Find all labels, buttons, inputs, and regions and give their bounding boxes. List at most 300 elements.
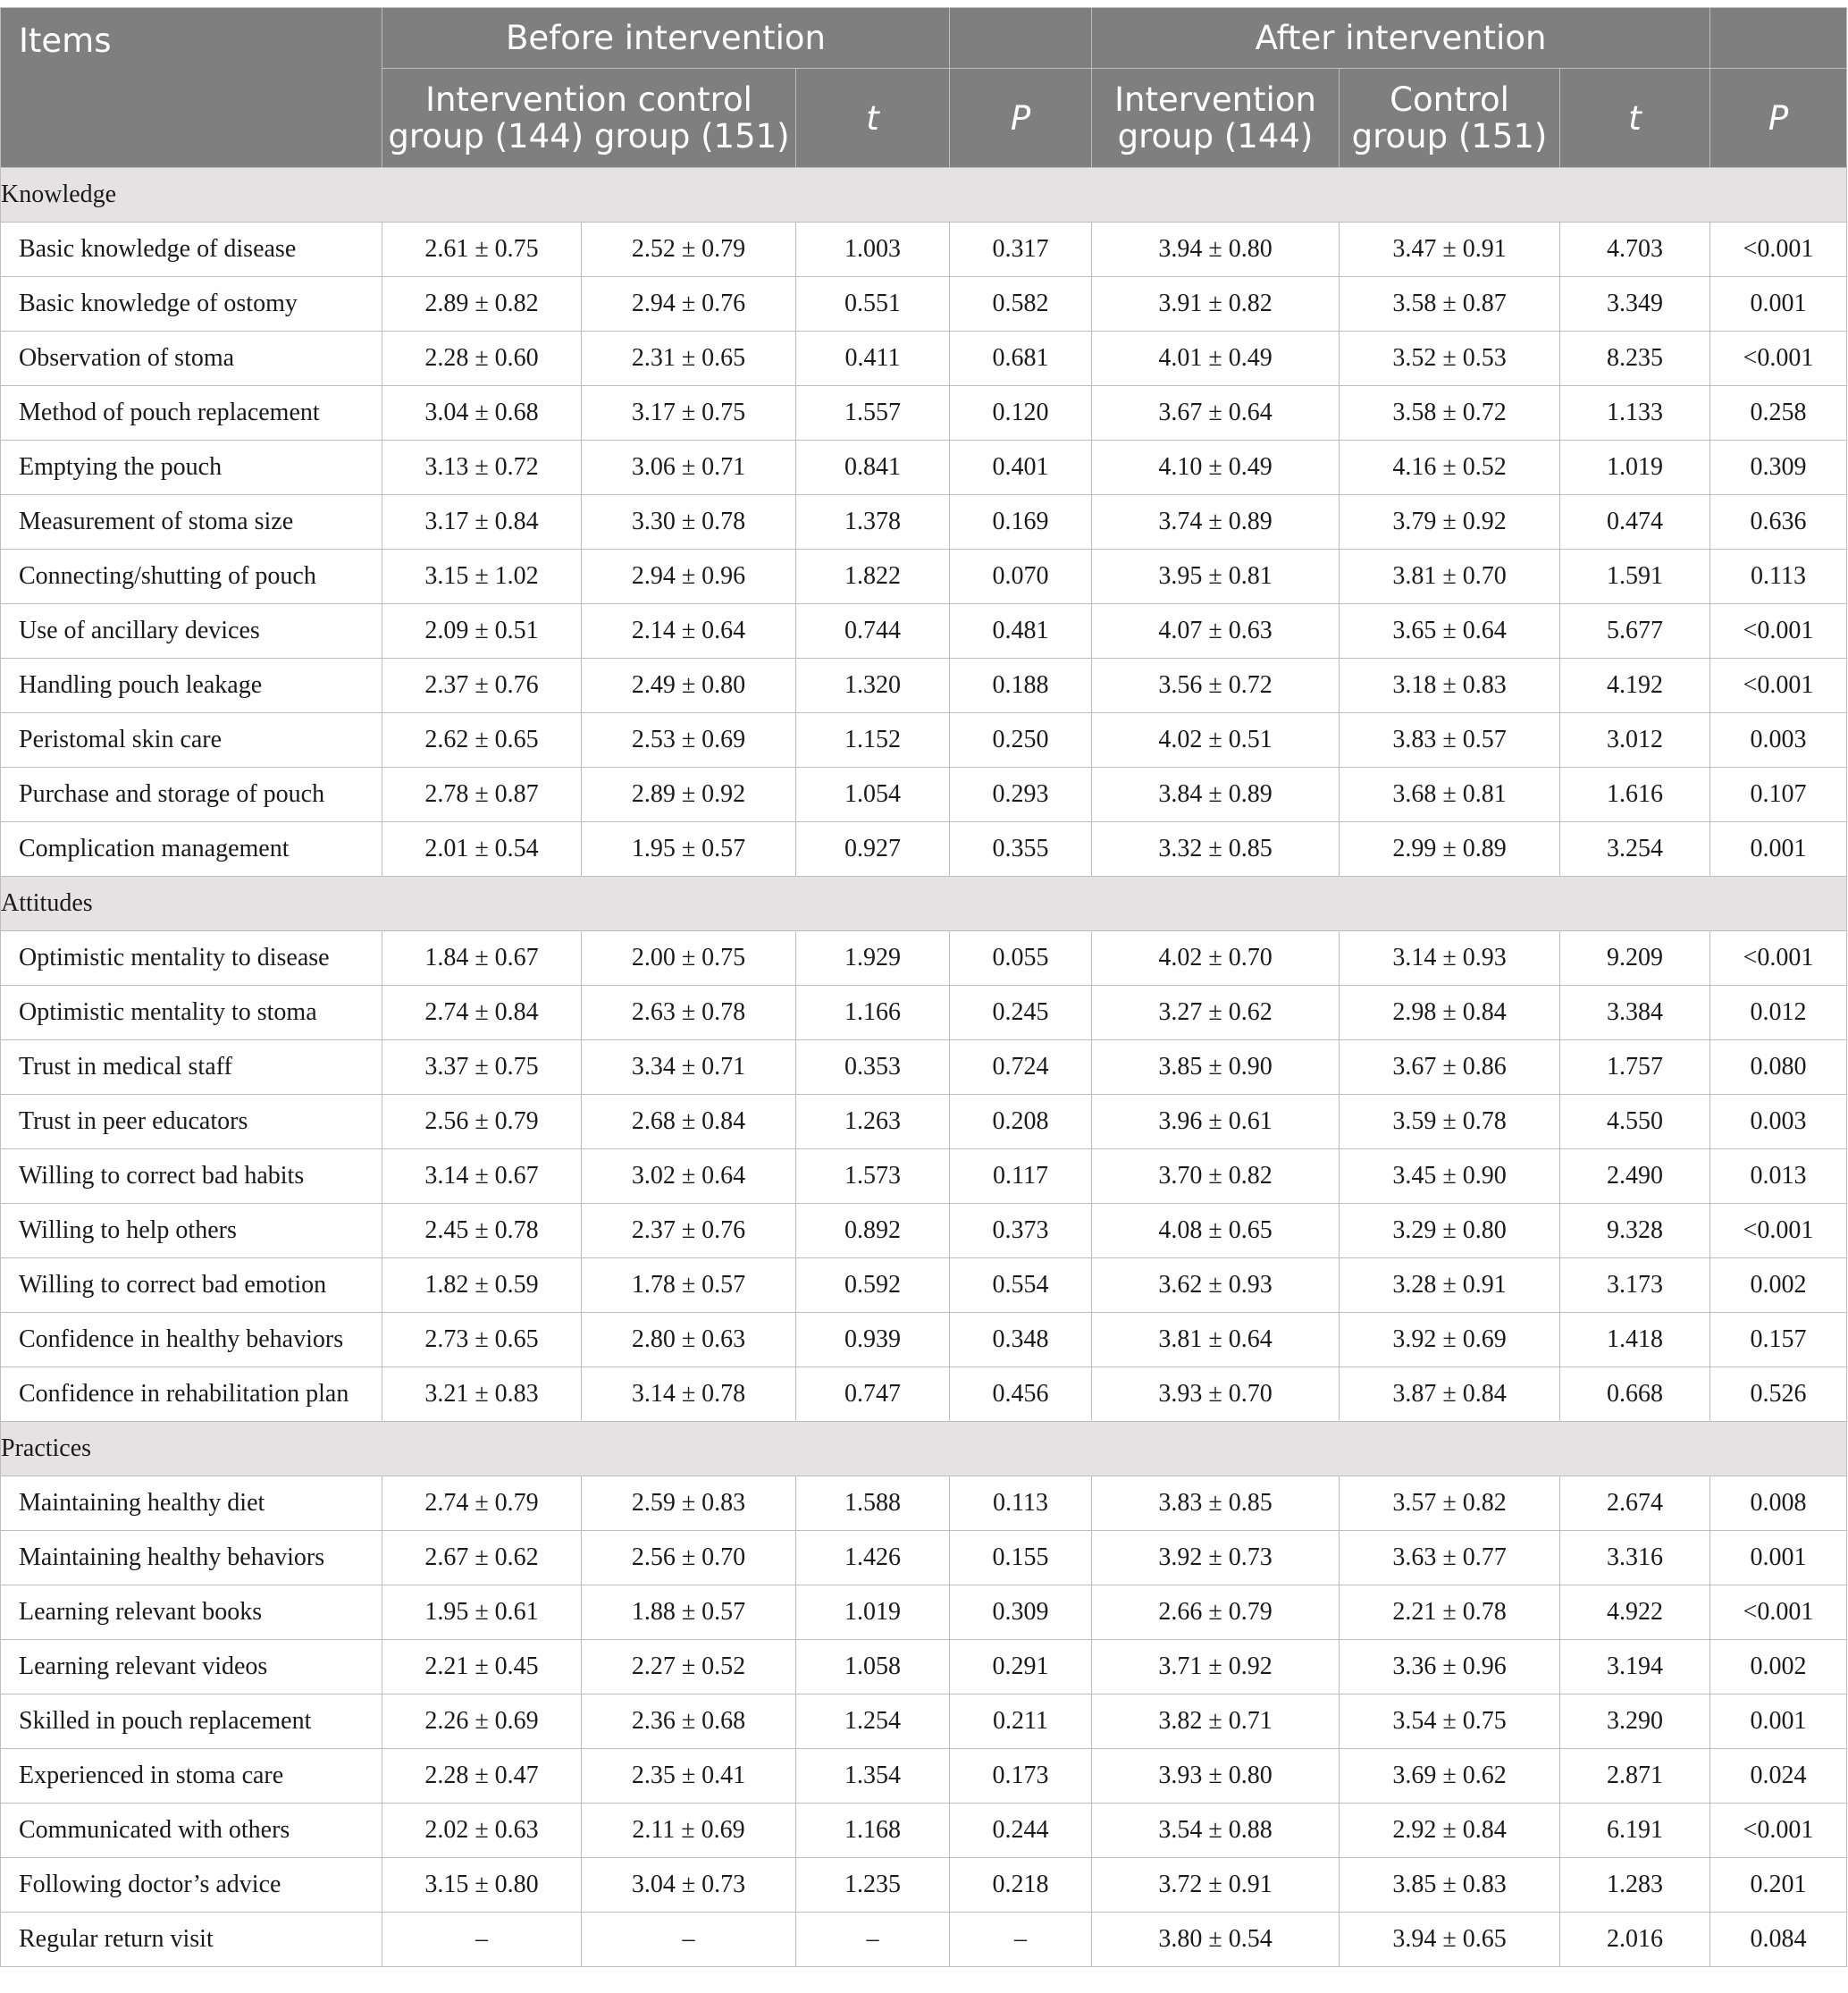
before-p: 0.355 [950,822,1092,877]
after-t: 2.674 [1560,1476,1710,1531]
after-intervention-group: 3.74 ± 0.89 [1092,495,1340,550]
before-control-group: 3.02 ± 0.64 [582,1149,796,1204]
item-label: Measurement of stoma size [1,495,382,550]
after-p: 0.008 [1710,1476,1847,1531]
table-body [1,168,1847,1967]
after-control-group: 3.83 ± 0.57 [1340,713,1560,768]
table-row [1,986,1847,1040]
before-t: 0.892 [796,1204,950,1258]
after-p: 0.003 [1710,713,1847,768]
before-t: 1.254 [796,1694,950,1749]
table-row [1,332,1847,386]
after-control-group: 3.57 ± 0.82 [1340,1476,1560,1531]
after-control-group: 2.99 ± 0.89 [1340,822,1560,877]
after-control-group: 3.14 ± 0.93 [1340,931,1560,986]
after-p: <0.001 [1710,1204,1847,1258]
after-p: 0.157 [1710,1313,1847,1367]
before-t: 0.841 [796,441,950,495]
before-p: 0.250 [950,713,1092,768]
before-p: 0.244 [950,1804,1092,1858]
table-row [1,822,1847,877]
after-p: 0.002 [1710,1258,1847,1313]
table-row [1,1858,1847,1913]
before-intervention-group: – [382,1913,582,1967]
before-control-group: 3.17 ± 0.75 [582,386,796,441]
before-control-group: – [582,1913,796,1967]
after-intervention-group-header: Intervention group (144) [1092,69,1340,168]
before-control-group: 1.88 ± 0.57 [582,1585,796,1640]
before-p: 0.117 [950,1149,1092,1204]
after-intervention-group: 3.95 ± 0.81 [1092,550,1340,604]
after-t: 6.191 [1560,1804,1710,1858]
before-t: 0.939 [796,1313,950,1367]
before-p: 0.582 [950,277,1092,332]
before-t: 0.411 [796,332,950,386]
before-t: – [796,1913,950,1967]
after-intervention-group: 3.84 ± 0.89 [1092,768,1340,822]
table-row [1,1040,1847,1095]
item-label: Confidence in rehabilitation plan [1,1367,382,1422]
item-label: Connecting/shutting of pouch [1,550,382,604]
after-t: 1.757 [1560,1040,1710,1095]
before-control-group: 3.30 ± 0.78 [582,495,796,550]
before-intervention-group: 2.45 ± 0.78 [382,1204,582,1258]
after-intervention-group: 2.66 ± 0.79 [1092,1585,1340,1640]
before-control-group: 3.34 ± 0.71 [582,1040,796,1095]
before-t: 1.320 [796,659,950,713]
before-control-group: 2.80 ± 0.63 [582,1313,796,1367]
table-row [1,1749,1847,1804]
after-t: 1.591 [1560,550,1710,604]
before-intervention-group: 1.95 ± 0.61 [382,1585,582,1640]
after-t: 4.703 [1560,223,1710,277]
before-intervention-group: 2.26 ± 0.69 [382,1694,582,1749]
table-row [1,1313,1847,1367]
before-t: 1.003 [796,223,950,277]
table-row [1,386,1847,441]
after-p: <0.001 [1710,223,1847,277]
before-t: 1.235 [796,1858,950,1913]
after-control-group: 4.16 ± 0.52 [1340,441,1560,495]
after-intervention-group: 3.93 ± 0.70 [1092,1367,1340,1422]
after-t: 0.668 [1560,1367,1710,1422]
after-intervention-group: 3.94 ± 0.80 [1092,223,1340,277]
after-intervention-group: 3.32 ± 0.85 [1092,822,1340,877]
after-p: 0.636 [1710,495,1847,550]
after-control-group: 3.65 ± 0.64 [1340,604,1560,659]
before-control-group: 2.31 ± 0.65 [582,332,796,386]
before-control-group: 2.89 ± 0.92 [582,768,796,822]
before-intervention-group: 1.84 ± 0.67 [382,931,582,986]
before-groups-header: Intervention control group (144) group (151) [382,69,796,168]
table-row [1,1913,1847,1967]
before-t: 0.551 [796,277,950,332]
header-row-1 [1,8,1847,69]
before-control-group: 2.52 ± 0.79 [582,223,796,277]
before-t: 0.592 [796,1258,950,1313]
after-control-group: 3.36 ± 0.96 [1340,1640,1560,1694]
item-label: Communicated with others [1,1804,382,1858]
table-row [1,277,1847,332]
before-p: 0.245 [950,986,1092,1040]
item-label: Use of ancillary devices [1,604,382,659]
before-intervention-group: 2.78 ± 0.87 [382,768,582,822]
after-intervention-group: 3.85 ± 0.90 [1092,1040,1340,1095]
after-intervention-group: 3.93 ± 0.80 [1092,1749,1340,1804]
before-intervention-group: 2.74 ± 0.84 [382,986,582,1040]
before-p: 0.055 [950,931,1092,986]
item-label: Willing to correct bad habits [1,1149,382,1204]
before-intervention-group: 2.28 ± 0.47 [382,1749,582,1804]
after-intervention-group: 3.70 ± 0.82 [1092,1149,1340,1204]
table-row [1,1149,1847,1204]
after-intervention-group: 3.81 ± 0.64 [1092,1313,1340,1367]
before-p: 0.554 [950,1258,1092,1313]
after-control-group: 3.58 ± 0.72 [1340,386,1560,441]
after-control-group: 3.47 ± 0.91 [1340,223,1560,277]
before-t: 1.426 [796,1531,950,1585]
after-intervention-group: 3.56 ± 0.72 [1092,659,1340,713]
after-p: 0.002 [1710,1640,1847,1694]
before-t: 1.019 [796,1585,950,1640]
after-t: 1.616 [1560,768,1710,822]
before-p: 0.218 [950,1858,1092,1913]
before-intervention-group: 1.82 ± 0.59 [382,1258,582,1313]
after-p: 0.113 [1710,550,1847,604]
item-label: Optimistic mentality to stoma [1,986,382,1040]
after-control-group: 2.92 ± 0.84 [1340,1804,1560,1858]
before-control-group: 2.49 ± 0.80 [582,659,796,713]
section-title: Practices [1,1422,1847,1476]
after-control-group: 3.79 ± 0.92 [1340,495,1560,550]
before-intervention-group: 2.74 ± 0.79 [382,1476,582,1531]
table-row [1,1531,1847,1585]
before-intervention-group: 3.13 ± 0.72 [382,441,582,495]
item-label: Experienced in stoma care [1,1749,382,1804]
table-row [1,604,1847,659]
before-intervention-group: 2.21 ± 0.45 [382,1640,582,1694]
item-label: Observation of stoma [1,332,382,386]
after-p: 0.201 [1710,1858,1847,1913]
item-label: Basic knowledge of ostomy [1,277,382,332]
item-label: Emptying the pouch [1,441,382,495]
after-control-group-header: Control group (151) [1340,69,1560,168]
before-t: 1.166 [796,986,950,1040]
header-spacer [950,8,1092,69]
after-p: 0.084 [1710,1913,1847,1967]
table-row [1,1804,1847,1858]
before-intervention-group: 3.15 ± 1.02 [382,550,582,604]
item-label: Learning relevant books [1,1585,382,1640]
before-intervention-group: 2.02 ± 0.63 [382,1804,582,1858]
after-intervention-group: 3.67 ± 0.64 [1092,386,1340,441]
after-control-group: 3.67 ± 0.86 [1340,1040,1560,1095]
table-row [1,1258,1847,1313]
before-intervention-group: 2.09 ± 0.51 [382,604,582,659]
item-label: Maintaining healthy behaviors [1,1531,382,1585]
item-label: Handling pouch leakage [1,659,382,713]
before-control-group: 2.11 ± 0.69 [582,1804,796,1858]
after-intervention-group: 3.96 ± 0.61 [1092,1095,1340,1149]
after-p: 0.013 [1710,1149,1847,1204]
before-p-header: P [950,69,1092,168]
section-row [1,877,1847,931]
before-t: 1.557 [796,386,950,441]
before-intervention-group: 2.62 ± 0.65 [382,713,582,768]
table-row [1,768,1847,822]
after-intervention-group: 3.82 ± 0.71 [1092,1694,1340,1749]
before-t: 0.744 [796,604,950,659]
after-t: 3.384 [1560,986,1710,1040]
before-t: 1.152 [796,713,950,768]
before-intervention-group: 3.21 ± 0.83 [382,1367,582,1422]
before-control-group: 1.78 ± 0.57 [582,1258,796,1313]
after-intervention-header: After intervention [1092,8,1710,69]
after-control-group: 3.69 ± 0.62 [1340,1749,1560,1804]
after-t: 2.871 [1560,1749,1710,1804]
after-t: 3.349 [1560,277,1710,332]
table-row [1,495,1847,550]
after-p: 0.012 [1710,986,1847,1040]
before-t: 1.822 [796,550,950,604]
after-t: 3.316 [1560,1531,1710,1585]
before-control-group: 2.63 ± 0.78 [582,986,796,1040]
before-intervention-group: 2.28 ± 0.60 [382,332,582,386]
before-t: 1.588 [796,1476,950,1531]
after-t: 3.254 [1560,822,1710,877]
before-t: 0.747 [796,1367,950,1422]
before-t: 1.054 [796,768,950,822]
after-t: 5.677 [1560,604,1710,659]
after-intervention-group: 3.91 ± 0.82 [1092,277,1340,332]
after-control-group: 3.94 ± 0.65 [1340,1913,1560,1967]
before-intervention-group: 3.37 ± 0.75 [382,1040,582,1095]
after-control-group: 3.63 ± 0.77 [1340,1531,1560,1585]
before-p: 0.211 [950,1694,1092,1749]
before-control-group: 2.56 ± 0.70 [582,1531,796,1585]
after-intervention-group: 3.62 ± 0.93 [1092,1258,1340,1313]
after-p: <0.001 [1710,659,1847,713]
before-p: 0.070 [950,550,1092,604]
section-row [1,168,1847,223]
table-row [1,550,1847,604]
item-label: Trust in peer educators [1,1095,382,1149]
after-t: 1.019 [1560,441,1710,495]
before-t: 1.058 [796,1640,950,1694]
before-p: 0.173 [950,1749,1092,1804]
before-t: 1.263 [796,1095,950,1149]
after-intervention-group: 3.27 ± 0.62 [1092,986,1340,1040]
after-intervention-group: 3.54 ± 0.88 [1092,1804,1340,1858]
after-p: <0.001 [1710,332,1847,386]
after-control-group: 3.85 ± 0.83 [1340,1858,1560,1913]
before-p: 0.309 [950,1585,1092,1640]
after-intervention-group: 3.92 ± 0.73 [1092,1531,1340,1585]
after-control-group: 3.58 ± 0.87 [1340,277,1560,332]
before-control-group: 2.94 ± 0.76 [582,277,796,332]
after-p-header: P [1710,69,1847,168]
before-p: 0.724 [950,1040,1092,1095]
after-control-group: 3.29 ± 0.80 [1340,1204,1560,1258]
after-t: 9.328 [1560,1204,1710,1258]
after-t: 3.290 [1560,1694,1710,1749]
after-p: 0.526 [1710,1367,1847,1422]
before-p: 0.401 [950,441,1092,495]
before-t: 1.354 [796,1749,950,1804]
after-p: 0.003 [1710,1095,1847,1149]
after-intervention-group: 4.02 ± 0.70 [1092,931,1340,986]
before-intervention-header: Before intervention [382,8,950,69]
before-intervention-group: 2.67 ± 0.62 [382,1531,582,1585]
item-label: Peristomal skin care [1,713,382,768]
table-row [1,1204,1847,1258]
before-intervention-group: 2.61 ± 0.75 [382,223,582,277]
after-p: 0.024 [1710,1749,1847,1804]
before-control-group: 2.53 ± 0.69 [582,713,796,768]
after-control-group: 3.54 ± 0.75 [1340,1694,1560,1749]
after-control-group: 3.87 ± 0.84 [1340,1367,1560,1422]
table-row [1,1367,1847,1422]
before-p: 0.113 [950,1476,1092,1531]
item-label: Willing to help others [1,1204,382,1258]
after-t: 2.016 [1560,1913,1710,1967]
before-intervention-group: 2.37 ± 0.76 [382,659,582,713]
after-control-group: 3.68 ± 0.81 [1340,768,1560,822]
after-t: 4.192 [1560,659,1710,713]
after-t-header: t [1560,69,1710,168]
item-label: Skilled in pouch replacement [1,1694,382,1749]
after-t: 2.490 [1560,1149,1710,1204]
before-t-header: t [796,69,950,168]
before-t: 1.929 [796,931,950,986]
table-row [1,1476,1847,1531]
before-control-group: 2.35 ± 0.41 [582,1749,796,1804]
before-p: 0.291 [950,1640,1092,1694]
after-p: <0.001 [1710,604,1847,659]
after-intervention-group: 4.02 ± 0.51 [1092,713,1340,768]
item-label: Optimistic mentality to disease [1,931,382,986]
before-p: 0.208 [950,1095,1092,1149]
after-intervention-group: 4.08 ± 0.65 [1092,1204,1340,1258]
before-intervention-group: 2.73 ± 0.65 [382,1313,582,1367]
before-p: 0.481 [950,604,1092,659]
before-intervention-group: 2.01 ± 0.54 [382,822,582,877]
before-control-group: 3.06 ± 0.71 [582,441,796,495]
table-row [1,1095,1847,1149]
items-header: Items [1,8,382,168]
after-t: 1.418 [1560,1313,1710,1367]
table-row [1,223,1847,277]
before-control-group: 3.14 ± 0.78 [582,1367,796,1422]
before-control-group: 2.27 ± 0.52 [582,1640,796,1694]
after-intervention-group: 3.71 ± 0.92 [1092,1640,1340,1694]
after-t: 4.922 [1560,1585,1710,1640]
item-label: Maintaining healthy diet [1,1476,382,1531]
before-t: 0.927 [796,822,950,877]
after-intervention-group: 4.01 ± 0.49 [1092,332,1340,386]
before-intervention-group: 2.89 ± 0.82 [382,277,582,332]
after-control-group: 3.45 ± 0.90 [1340,1149,1560,1204]
table-row [1,931,1847,986]
before-control-group: 2.59 ± 0.83 [582,1476,796,1531]
before-p: 0.169 [950,495,1092,550]
before-control-group: 2.36 ± 0.68 [582,1694,796,1749]
after-t: 1.133 [1560,386,1710,441]
after-intervention-group: 3.72 ± 0.91 [1092,1858,1340,1913]
before-t: 0.353 [796,1040,950,1095]
before-control-group: 2.00 ± 0.75 [582,931,796,986]
before-intervention-group: 2.56 ± 0.79 [382,1095,582,1149]
before-t: 1.168 [796,1804,950,1858]
after-p: 0.107 [1710,768,1847,822]
after-t: 9.209 [1560,931,1710,986]
after-t: 0.474 [1560,495,1710,550]
after-t: 3.173 [1560,1258,1710,1313]
table-row [1,1694,1847,1749]
before-control-group: 2.94 ± 0.96 [582,550,796,604]
before-intervention-group: 3.15 ± 0.80 [382,1858,582,1913]
after-p: 0.001 [1710,277,1847,332]
after-intervention-group: 4.10 ± 0.49 [1092,441,1340,495]
after-intervention-group: 3.80 ± 0.54 [1092,1913,1340,1967]
section-row [1,1422,1847,1476]
after-intervention-group: 4.07 ± 0.63 [1092,604,1340,659]
before-p: 0.120 [950,386,1092,441]
after-t: 3.012 [1560,713,1710,768]
table-row [1,713,1847,768]
after-control-group: 2.98 ± 0.84 [1340,986,1560,1040]
item-label: Complication management [1,822,382,877]
before-t: 1.378 [796,495,950,550]
item-label: Regular return visit [1,1913,382,1967]
before-p: 0.155 [950,1531,1092,1585]
before-control-group: 2.37 ± 0.76 [582,1204,796,1258]
table-row [1,1585,1847,1640]
table-row [1,1640,1847,1694]
after-p: 0.001 [1710,822,1847,877]
section-title: Attitudes [1,877,1847,931]
before-p: – [950,1913,1092,1967]
before-p: 0.456 [950,1367,1092,1422]
before-p: 0.293 [950,768,1092,822]
item-label: Purchase and storage of pouch [1,768,382,822]
after-control-group: 3.18 ± 0.83 [1340,659,1560,713]
header-spacer [1710,8,1847,69]
before-control-group: 2.14 ± 0.64 [582,604,796,659]
before-p: 0.348 [950,1313,1092,1367]
before-p: 0.681 [950,332,1092,386]
after-p: <0.001 [1710,931,1847,986]
after-control-group: 3.81 ± 0.70 [1340,550,1560,604]
item-label: Following doctor’s advice [1,1858,382,1913]
after-t: 8.235 [1560,332,1710,386]
item-label: Learning relevant videos [1,1640,382,1694]
item-label: Trust in medical staff [1,1040,382,1095]
before-p: 0.317 [950,223,1092,277]
item-label: Confidence in healthy behaviors [1,1313,382,1367]
after-p: 0.309 [1710,441,1847,495]
before-intervention-group: 3.17 ± 0.84 [382,495,582,550]
after-p: <0.001 [1710,1804,1847,1858]
before-p: 0.373 [950,1204,1092,1258]
after-p: 0.001 [1710,1531,1847,1585]
item-label: Method of pouch replacement [1,386,382,441]
after-p: 0.080 [1710,1040,1847,1095]
kap-comparison-table [0,7,1847,1967]
before-intervention-group: 3.14 ± 0.67 [382,1149,582,1204]
table-row [1,441,1847,495]
after-control-group: 3.92 ± 0.69 [1340,1313,1560,1367]
